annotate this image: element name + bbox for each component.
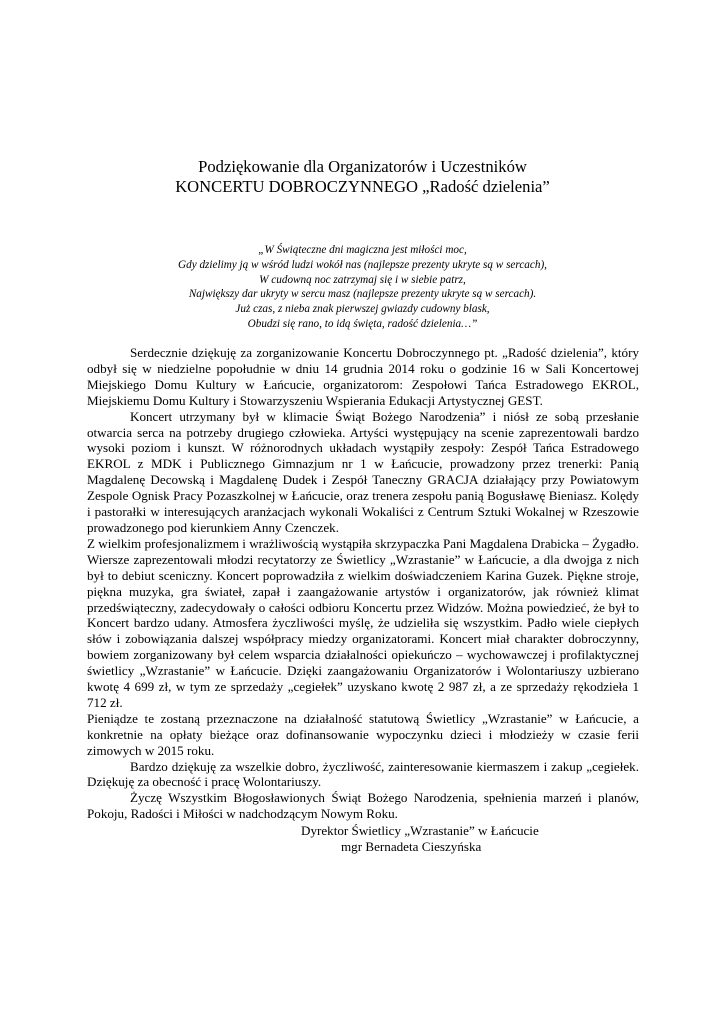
body-paragraph: Bardzo dziękuję za wszelkie dobro, życzliwość, zainteresowanie kiermaszem i zakup „cegiełek. Dziękuję za obecność i pracę Wolontariuszy. bbox=[87, 758, 639, 790]
body-paragraph: Serdecznie dziękuję za zorganizowanie Koncertu Dobroczynnego pt. „Radość dzielenia”, który odbył się w niedzielne popołudnie w dniu 14 grudnia 2014 roku o godzinie 16 w Sali Koncertowej Miejskiego Domu Kultury w Łańcucie, organizatorom: Zespołowi Tańca Estradowego EKROL, Miejskiemu Domu Kultury i Stowarzyszeniu Wspierania Edukacji Artystycznej GEST. bbox=[87, 345, 639, 408]
body-paragraph: Życzę Wszystkim Błogosławionych Świąt Bożego Narodzenia, spełnienia marzeń i planów, Pokoju, Radości i Miłości w nadchodzącym Nowym Roku. bbox=[87, 790, 639, 822]
signature-block bbox=[0, 823, 725, 855]
page-title-line-2: KONCERTU DOBROCZYNNEGO „Radość dzielenia” bbox=[175, 177, 550, 196]
signature-name: mgr Bernadeta Cieszyńska bbox=[341, 839, 482, 854]
letter-body bbox=[87, 345, 639, 822]
poem-line: Obudzi się rano, to idą święta, radość dzielenia…” bbox=[247, 317, 478, 330]
poem-line: Największy dar ukryty w sercu masz (najlepsze prezenty ukryte są w sercach). bbox=[188, 288, 537, 301]
poem-line: Gdy dzielimy ją w wśród ludzi wokół nas (najlepsze prezenty ukryte są w sercach), bbox=[178, 258, 547, 271]
poem-line: „W Świąteczne dni magiczna jest miłości moc, bbox=[258, 244, 467, 256]
poem-line: Już czas, z nieba znak pierwszej gwiazdy cudowny blask, bbox=[235, 303, 490, 316]
page-title-line-1: Podziękowanie dla Organizatorów i Uczestników bbox=[198, 157, 527, 176]
poem-quote bbox=[0, 243, 725, 332]
poem-line: W cudowną noc zatrzymaj się i w siebie patrz, bbox=[259, 273, 466, 286]
body-paragraph: Z wielkim profesjonalizmem i wrażliwością wystąpiła skrzypaczka Pani Magdalena Drabicka – Żygadło. Wiersze zaprezentowali młodzi recytatorzy ze Świetlicy „Wzrastanie” w Łańcucie, a dla dwojga z nich był to debiut sceniczny. Koncert poprowadziła z wielkim doświadczeniem Karina Guzek. Piękne stroje, piękna muzyka, gra świateł, zapał i zaangażowanie artystów i organizatorów, jak również klimat przedświąteczny, zadecydowały o całości odbioru Koncertu przez Widzów. Można powiedzieć, że był to Koncert bardzo udany. Atmosfera życzliwości myślę, że udzieliła się wszystkim. Padło wiele ciepłych słów i zobowiązania dalszej współpracy miedzy organizatorami. Koncert miał charakter dobroczynny, bowiem zorganizowany był celem wsparcia działalności opiekuńczo – wychowawczej i profilaktycznej świetlicy „Wzrastanie” w Łańcucie. Dzięki zaangażowaniu Organizatorów i Wolontariuszy uzbierano kwotę 4 699 zł, w tym ze sprzedaży „cegiełek” uzyskano kwotę 2 987 zł, a ze sprzedaży rękodzieła 1 712 zł. bbox=[87, 535, 639, 710]
body-paragraph: Pieniądze te zostaną przeznaczone na działalność statutową Świetlicy „Wzrastanie” w Łańcucie, a konkretnie na opłaty bieżące oraz dofinansowanie wypoczynku dzieci i młodzieży w czasie ferii zimowych w 2015 roku. bbox=[87, 710, 639, 758]
signature-title: Dyrektor Świetlicy „Wzrastanie” w Łańcucie bbox=[301, 823, 539, 838]
body-paragraph: Koncert utrzymany był w klimacie Świąt Bożego Narodzenia” i niósł ze sobą przesłanie otwarcia serca na potrzeby drugiego człowieka. Artyści występujący na scenie zaprezentowali bardzo wysoki poziom i kunszt. W różnorodnych układach wystąpiły zespoły: Zespół Tańca Estradowego EKROL z MDK i Publicznego Gimnazjum nr 1 w Łańcucie, prowadzony przez trenerki: Panią Magdalenę Decowską i Magdalenę Dudek i Zespół Taneczny GRACJA działający przy Powiatowym Zespole Ognisk Pracy Pozaszkolnej w Łańcucie, oraz trenera zespołu panią Bogusławę Bieniasz. Kolędy i pastorałki w interesujących aranżacjach wykonali Wokaliści z Centrum Sztuki Wokalnej w Rzeszowie prowadzonego pod kierunkiem Anny Czenczek. bbox=[87, 408, 639, 535]
